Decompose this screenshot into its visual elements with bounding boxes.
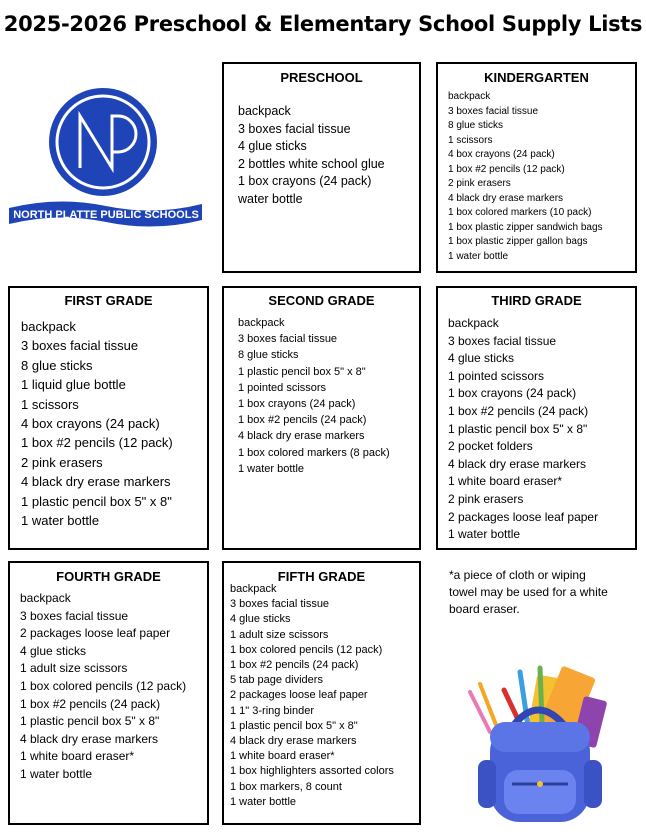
list-item: 8 glue sticks xyxy=(238,349,299,362)
fifth-grade-list xyxy=(222,561,421,825)
first-grade-heading: FIRST GRADE xyxy=(64,293,153,308)
list-item: 1 white board eraser* xyxy=(20,749,135,764)
list-item: 4 box crayons (24 pack) xyxy=(448,149,555,160)
third-grade-heading: THIRD GRADE xyxy=(491,293,582,308)
list-item: 1 box #2 pencils (24 pack) xyxy=(448,403,589,418)
list-item: 1 scissors xyxy=(21,396,79,412)
list-item: 4 glue sticks xyxy=(230,613,291,626)
kindergarten-heading: KINDERGARTEN xyxy=(484,70,589,85)
list-item: 1 plastic pencil box 5" x 8" xyxy=(21,493,172,509)
list-item: 1 box plastic zipper gallon bags xyxy=(448,236,588,247)
list-item: 1 plastic pencil box 5" x 8" xyxy=(448,421,588,436)
list-item: 4 glue sticks xyxy=(448,351,515,366)
list-item: 1 pointed scissors xyxy=(238,381,327,394)
list-item: backpack xyxy=(21,319,76,334)
list-item: 3 boxes facial tissue xyxy=(230,598,330,611)
list-item: 1 box colored markers (10 pack) xyxy=(448,207,592,218)
fourth-grade-list xyxy=(8,561,209,825)
list-item: backpack xyxy=(238,104,291,118)
list-item: 1 adult size scissors xyxy=(20,661,128,676)
list-item: 1 box plastic zipper sandwich bags xyxy=(448,221,603,233)
list-item: 1 scissors xyxy=(448,134,493,146)
list-item: 1 box highlighters assorted colors xyxy=(230,765,394,778)
second-grade-heading: SECOND GRADE xyxy=(268,293,375,308)
list-item: water bottle xyxy=(238,191,303,206)
list-item: 1 liquid glue bottle xyxy=(21,377,126,393)
list-item: 4 glue sticks xyxy=(238,139,307,154)
list-item: 1 water bottle xyxy=(448,527,521,542)
fourth-grade-heading: FOURTH GRADE xyxy=(56,569,161,584)
list-item: 1 box colored markers (8 pack) xyxy=(238,446,390,459)
list-item: 3 boxes facial tissue xyxy=(448,333,557,348)
backpack-illustration xyxy=(460,660,620,825)
list-item: 1 water bottle xyxy=(20,766,93,781)
fifth-grade-heading: FIFTH GRADE xyxy=(277,569,366,584)
list-item: 3 boxes facial tissue xyxy=(448,105,539,117)
list-item: 1 box crayons (24 pack) xyxy=(238,398,356,411)
list-item: 4 black dry erase markers xyxy=(448,456,587,471)
list-item: 1 water bottle xyxy=(238,462,305,475)
list-item: 1 box #2 pencils (12 pack) xyxy=(448,163,565,175)
list-item: 8 glue sticks xyxy=(21,357,93,373)
list-item: 4 glue sticks xyxy=(20,643,87,658)
list-item: 1 plastic pencil box 5" x 8" xyxy=(20,714,160,729)
list-item: 1 box colored pencils (12 pack) xyxy=(230,643,383,656)
list-item: 1 box crayons (24 pack) xyxy=(238,174,372,189)
list-item: 1 box #2 pencils (12 pack) xyxy=(21,435,173,451)
list-item: 1 box #2 pencils (24 pack) xyxy=(20,696,161,711)
district-logo xyxy=(8,88,204,228)
list-item: 1 box #2 pencils (24 pack) xyxy=(230,659,359,672)
list-item: 1 plastic pencil box 5" x 8" xyxy=(238,365,366,378)
list-item: 1 box crayons (24 pack) xyxy=(448,386,577,401)
list-item: 1 white board eraser* xyxy=(448,474,563,489)
list-item: 4 black dry erase markers xyxy=(21,474,171,490)
list-item: backpack xyxy=(230,583,277,595)
list-item: 1 1" 3-ring binder xyxy=(230,704,315,717)
list-item: backpack xyxy=(20,591,71,605)
third-grade-list xyxy=(436,286,637,550)
list-item: 2 packages loose leaf paper xyxy=(20,626,171,641)
list-item: 4 black dry erase markers xyxy=(20,731,159,746)
second-grade-list xyxy=(222,286,421,550)
list-item: 3 boxes facial tissue xyxy=(20,608,129,623)
list-item: 2 packages loose leaf paper xyxy=(230,689,368,702)
page-title: 2025-2026 Preschool & Elementary School Supply Lists xyxy=(3,12,643,36)
logo-banner-text: NORTH PLATTE PUBLIC SCHOOLS xyxy=(13,209,199,221)
list-item: 1 box markers, 8 count xyxy=(230,780,342,793)
list-item: 3 boxes facial tissue xyxy=(238,121,351,136)
eraser-note: *a piece of cloth or wiping towel may be used for a white board eraser. xyxy=(449,568,608,616)
kindergarten-list xyxy=(436,62,637,273)
list-item: 2 pocket folders xyxy=(448,439,533,454)
list-item: 1 box #2 pencils (24 pack) xyxy=(238,414,367,427)
list-item: 4 black dry erase markers xyxy=(448,192,564,204)
list-item: 2 pink erasers xyxy=(21,454,103,470)
list-item: 1 water bottle xyxy=(448,250,509,262)
list-item: 2 packages loose leaf paper xyxy=(448,509,599,524)
list-item: 5 tab page dividers xyxy=(230,674,323,687)
list-item: 1 water bottle xyxy=(230,795,297,808)
list-item: 8 glue sticks xyxy=(448,120,504,131)
list-item: 2 pink erasers xyxy=(448,491,524,506)
preschool-heading: PRESCHOOL xyxy=(280,70,363,85)
list-item: 3 boxes facial tissue xyxy=(21,338,139,354)
list-item: backpack xyxy=(448,316,499,330)
list-item: 1 pointed scissors xyxy=(448,368,545,383)
list-item: 4 black dry erase markers xyxy=(230,735,357,748)
preschool-list xyxy=(222,62,421,273)
list-item: 1 adult size scissors xyxy=(230,628,329,641)
first-grade-list xyxy=(8,286,209,550)
list-item: 4 box crayons (24 pack) xyxy=(21,416,160,432)
list-item: 2 pink erasers xyxy=(448,178,511,189)
list-item: 1 white board eraser* xyxy=(230,750,335,763)
list-item: 3 boxes facial tissue xyxy=(238,333,338,346)
list-item: 1 plastic pencil box 5" x 8" xyxy=(230,719,358,732)
list-item: 4 black dry erase markers xyxy=(238,430,365,443)
list-item: 1 water bottle xyxy=(21,513,100,529)
list-item: 2 bottles white school glue xyxy=(238,156,385,171)
list-item: backpack xyxy=(238,317,285,329)
list-item: backpack xyxy=(448,91,491,102)
list-item: 1 box colored pencils (12 pack) xyxy=(20,678,187,693)
